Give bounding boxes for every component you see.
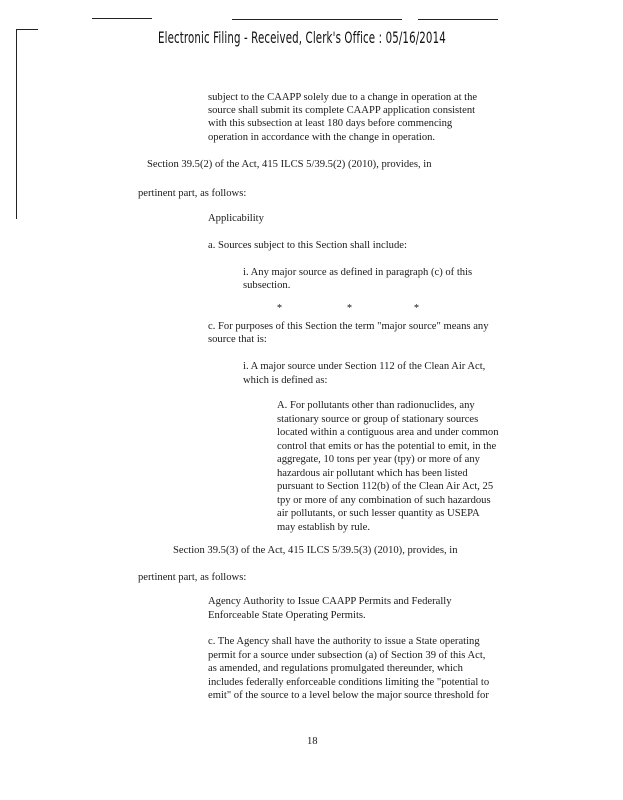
scan-border-left bbox=[16, 29, 17, 219]
text-line: control that emits or has the potential to emit, in the bbox=[277, 441, 497, 452]
ellipsis-asterisk: * bbox=[277, 303, 282, 314]
text-line: i. Any major source as defined in paragraph (c) of this bbox=[243, 267, 473, 278]
scan-rule bbox=[92, 18, 152, 19]
ellipsis-asterisk: * bbox=[347, 303, 352, 314]
section-intro-cont: pertinent part, as follows: bbox=[138, 188, 247, 199]
text-line: as amended, and regulations promulgated thereunder, which bbox=[208, 663, 463, 674]
scan-rule bbox=[418, 19, 498, 20]
subheading: Enforceable State Operating Permits. bbox=[208, 610, 366, 621]
text-line: emit" of the source to a level below the major source threshold for bbox=[208, 690, 489, 701]
text-line: subsection. bbox=[243, 280, 291, 291]
text-line: operation in accordance with the change in operation. bbox=[208, 132, 436, 143]
text-line: located within a contiguous area and under common bbox=[277, 427, 499, 438]
ellipsis-asterisk: * bbox=[414, 303, 419, 314]
page-number: 18 bbox=[307, 736, 318, 747]
text-line: source shall submit its complete CAAPP application consistent bbox=[208, 105, 476, 116]
text-line: pursuant to Section 112(b) of the Clean Air Act, 25 bbox=[277, 481, 494, 492]
section-intro: Section 39.5(3) of the Act, 415 ILCS 5/39.5(3) (2010), provides, in bbox=[173, 545, 458, 556]
text-line: aggregate, 10 tons per year (tpy) or more of any bbox=[277, 454, 480, 465]
text-line: a. Sources subject to this Section shall include: bbox=[208, 240, 407, 251]
text-line: c. The Agency shall have the authority to issue a State operating bbox=[208, 636, 480, 647]
filing-stamp: Electronic Filing - Received, Clerk's Office : 05/16/2014 bbox=[158, 28, 446, 47]
text-line: air pollutants, or such lesser quantity as USEPA bbox=[277, 508, 480, 519]
scan-rule bbox=[232, 19, 402, 20]
text-line: source that is: bbox=[208, 334, 267, 345]
text-line: tpy or more of any combination of such hazardous bbox=[277, 495, 491, 506]
text-line: subject to the CAAPP solely due to a change in operation at the bbox=[208, 92, 478, 103]
text-line: includes federally enforceable conditions limiting the "potential to bbox=[208, 677, 490, 688]
section-intro-cont: pertinent part, as follows: bbox=[138, 572, 247, 583]
scan-border-top bbox=[16, 29, 38, 30]
text-line: c. For purposes of this Section the term "major source" means any bbox=[208, 321, 489, 332]
subheading: Applicability bbox=[208, 213, 264, 224]
text-line: permit for a source under subsection (a) of Section 39 of this Act, bbox=[208, 650, 486, 661]
section-intro: Section 39.5(2) of the Act, 415 ILCS 5/39.5(2) (2010), provides, in bbox=[147, 159, 432, 170]
text-line: i. A major source under Section 112 of the Clean Air Act, bbox=[243, 361, 486, 372]
text-line: stationary source or group of stationary sources bbox=[277, 414, 479, 425]
text-line: hazardous air pollutant which has been listed bbox=[277, 468, 468, 479]
text-line: with this subsection at least 180 days before commencing bbox=[208, 118, 453, 129]
subheading: Agency Authority to Issue CAAPP Permits and Federally bbox=[208, 596, 452, 607]
text-line: which is defined as: bbox=[243, 375, 328, 386]
text-line: may establish by rule. bbox=[277, 522, 370, 533]
text-line: A. For pollutants other than radionuclides, any bbox=[277, 400, 475, 411]
